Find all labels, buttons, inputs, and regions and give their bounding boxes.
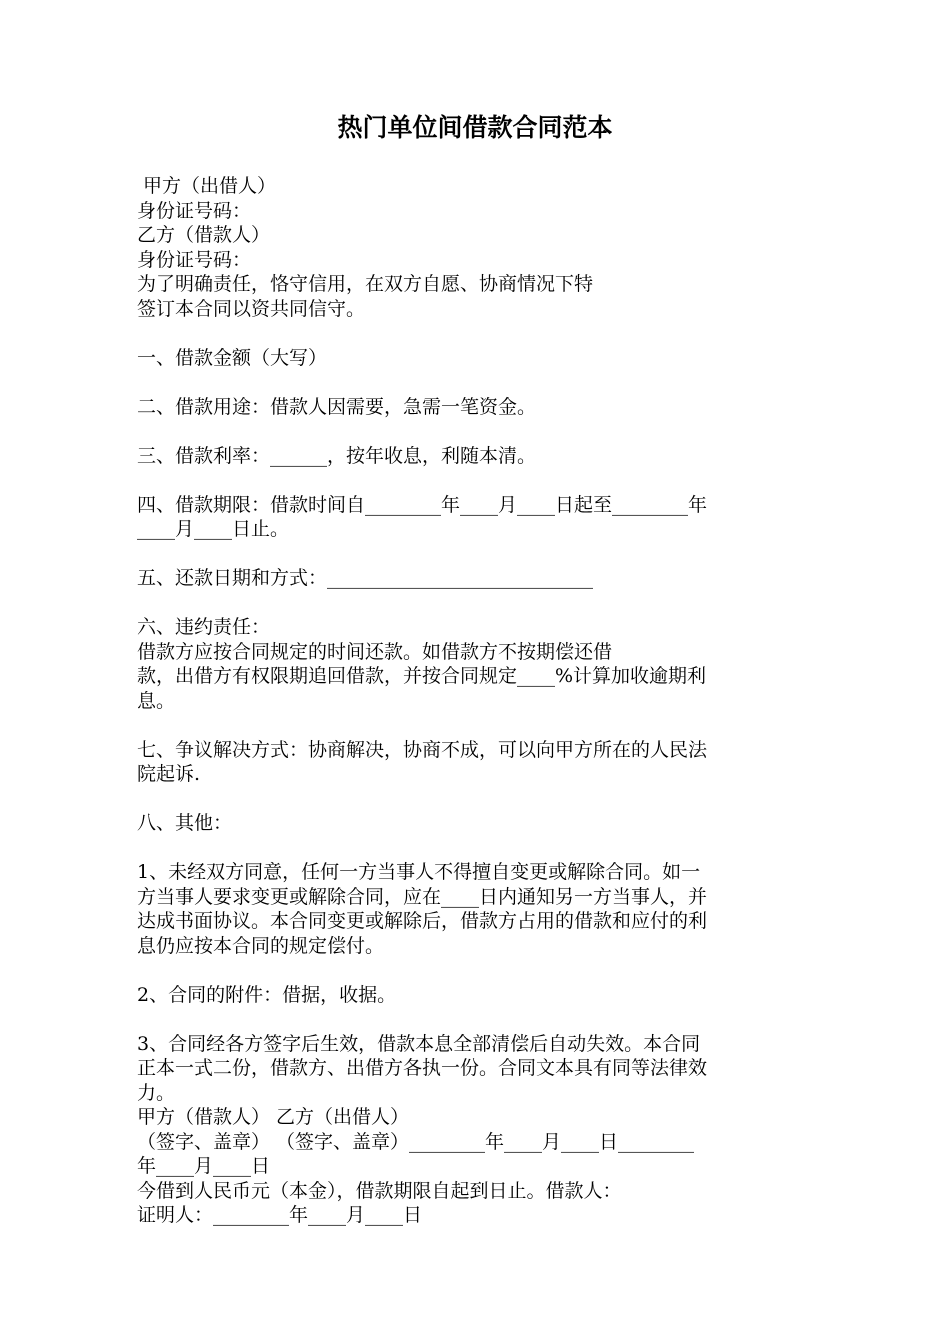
signature-parties: 甲方（借款人） 乙方（出借人） — [137, 1106, 410, 1128]
section-8-heading: 八、其他： — [137, 812, 233, 834]
clause-8-2: 2、合同的附件：借据，收据。 — [137, 983, 397, 1006]
clause-8-1-line-3: 达成书面协议。本合同变更或解除后，借款方占用的借款和应付的利 — [137, 910, 708, 932]
spacer — [137, 321, 817, 346]
clause-8-1-line-2: 方当事人要求变更或解除合同，应在____日内通知另一方当事人，并 — [137, 885, 708, 908]
spacer — [137, 468, 817, 493]
clause-8-1-line-1: 1、未经双方同意，任何一方当事人不得擅自变更或解除合同。如一 — [137, 861, 701, 883]
section-1-amount: 一、借款金额（大写） — [137, 346, 328, 369]
receipt-line: 今借到人民币元（本金），借款期限自起到日止。借款人： — [137, 1179, 622, 1202]
section-7-line-1: 七、争议解决方式：协商解决，协商不成，可以向甲方所在的人民法 — [137, 738, 708, 761]
preamble-line-2: 签订本合同以资共同信守。 — [137, 297, 366, 320]
clause-8-3-line-3: 力。 — [137, 1081, 176, 1104]
party-b-line: 乙方（借款人） — [137, 224, 271, 246]
section-2-purpose: 二、借款用途：借款人因需要，急需一笔资金。 — [137, 395, 537, 418]
id-a-line: 身份证号码： — [137, 199, 252, 222]
spacer — [137, 419, 817, 444]
section-6-line-3: 息。 — [137, 689, 176, 712]
spacer — [137, 542, 817, 567]
clause-8-3-line-1: 3、合同经各方签字后生效，借款本息全部清偿后自动失效。本合同 — [137, 1032, 701, 1055]
spacer — [137, 370, 817, 395]
spacer — [137, 591, 817, 616]
spacer — [137, 787, 817, 812]
section-6-heading: 六、违约责任： — [137, 616, 271, 638]
section-7-line-2: 院起诉. — [137, 763, 201, 785]
witness-line: 证明人：________年____月____日 — [137, 1204, 423, 1226]
section-5-repayment: 五、还款日期和方式：____________________________ — [137, 567, 594, 589]
spacer — [137, 836, 817, 861]
section-6-line-2: 款，出借方有权限期追回借款，并按合同规定____%计算加收逾期利 — [137, 665, 707, 687]
section-3-rate: 三、借款利率：______，按年收息，利随本清。 — [137, 444, 537, 467]
section-4-term-line-2: ____月____日止。 — [137, 518, 290, 540]
spacer — [137, 713, 817, 738]
signature-stamps: （签字、盖章） （签字、盖章）________年____月____日________ — [137, 1130, 695, 1153]
section-6-line-1: 借款方应按合同规定的时间还款。如借款方不按期偿还借 — [137, 640, 613, 663]
document-body — [137, 174, 817, 1228]
signature-date: 年____月____日 — [137, 1155, 271, 1177]
preamble-line-1: 为了明确责任，恪守信用，在双方自愿、协商情况下特 — [137, 273, 594, 295]
section-4-term-line-1: 四、借款期限：借款时间自________年____月____日起至________年 — [137, 493, 708, 516]
document-title: 热门单位间借款合同范本 — [337, 113, 613, 142]
spacer — [137, 1007, 817, 1032]
party-a-line: 甲方（出借人） — [137, 175, 277, 197]
spacer — [137, 958, 817, 983]
id-b-line: 身份证号码： — [137, 248, 252, 271]
clause-8-3-line-2: 正本一式二份，借款方、出借方各执一份。合同文本具有同等法律效 — [137, 1057, 708, 1079]
clause-8-1-line-4: 息仍应按本合同的规定偿付。 — [137, 934, 385, 957]
